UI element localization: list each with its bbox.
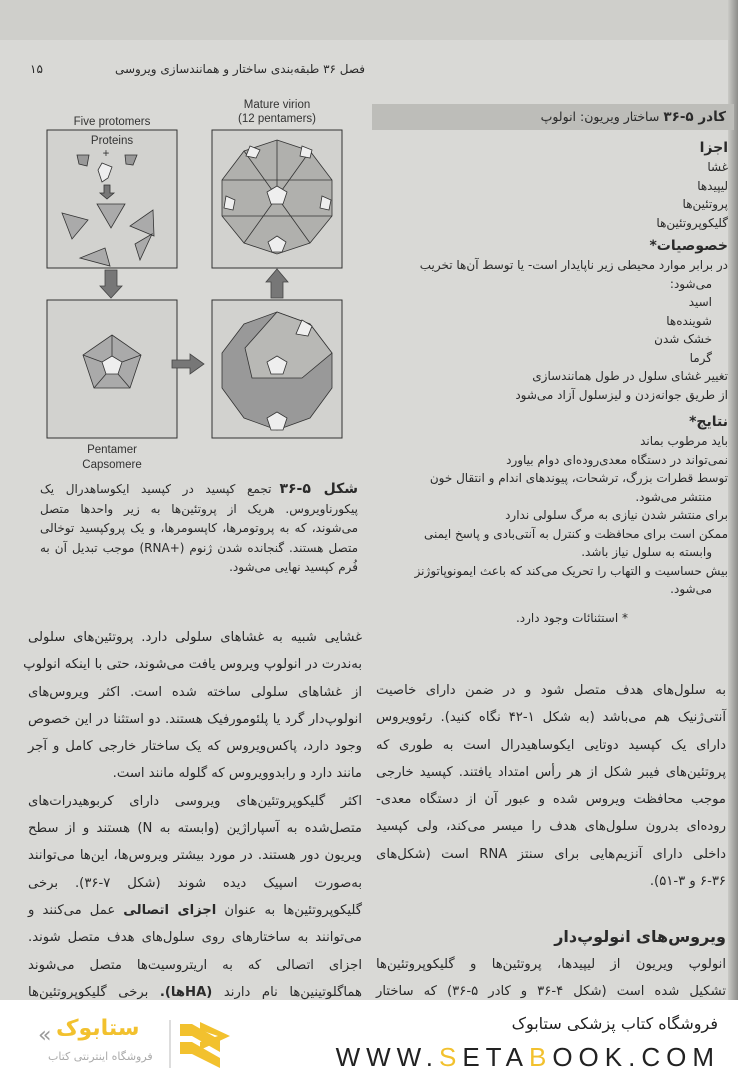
text-line: از غشاهای سلولی ساخته شده است. اکثر ویروس‌های <box>28 684 362 700</box>
text-span: عمل می‌کنند و <box>28 902 116 918</box>
logo-subtitle: فروشگاه اینترنتی کتاب <box>48 1050 153 1063</box>
consequences-heading: نتایج* <box>689 414 728 430</box>
box-footnote: * استثنائات وجود دارد. <box>515 610 628 625</box>
property-item: خشک شدن <box>654 332 712 346</box>
consequence-item: نمی‌تواند در دستگاه معدی‌روده‌ای دوام بیاورد <box>506 452 728 467</box>
properties-intro: می‌شود: <box>669 276 712 291</box>
text-line: انولوپ‌دار گرد یا پلئومورفیک هستند. دو استثنا در این خصوص <box>28 711 362 727</box>
logo-text: ستابوک <box>56 1016 140 1041</box>
text-line: روده‌ای بدرون سلول‌های هدف را میسر می‌کند، ولی کپسید <box>376 819 726 835</box>
component-item: گلیکوپروتئین‌ها <box>656 215 728 230</box>
page-top-shadow <box>0 0 738 40</box>
box-header <box>372 104 734 130</box>
caption-line: می‌شوند، که به پروتومرها، کاپسومرها، و یک پروکپسید توخالی <box>40 521 358 535</box>
label-capsomere: Capsomere <box>82 459 142 471</box>
text-line: غشایی شبیه به غشاهای سلولی دارد. پروتئین‌های سلولی <box>28 630 362 645</box>
box-body <box>376 134 728 627</box>
consequence-item: می‌شود. <box>670 582 712 596</box>
arrow-down <box>100 270 122 298</box>
property-extra: از طریق جوانه‌زدن و لیزسلول آزاد می‌شود <box>515 387 728 402</box>
box-title: ساختار ویریون: انولوپ <box>540 109 660 124</box>
text-line: به‌ندرت در انولوپ ویروس یافت می‌شوند، حتی با اینکه انولوپ <box>23 657 362 673</box>
consequence-item: منتشر می‌شود. <box>635 489 712 504</box>
url-part: S <box>439 1042 463 1072</box>
arrow-up <box>266 269 288 298</box>
text-line: دارای یک کپسید دوتایی ایکوساهیدرال است به طوری که <box>376 737 726 753</box>
chapter-title: فصل ۳۶ طبقه‌بندی ساختار و همانندسازی ویروسی <box>114 62 365 76</box>
text-line <box>28 897 362 924</box>
component-item: پروتئین‌ها <box>682 197 728 211</box>
text-line: آنتی‌ژنیک هم می‌باشد (به شکل ۱-۴۲ نگاه کنید). رئوویروس <box>376 710 726 726</box>
box-number: کادر ۵-۳۶ <box>663 109 726 125</box>
label-proteins: Proteins <box>90 135 134 147</box>
left-column-text <box>23 624 363 1006</box>
text-line: به سلول‌های هدف متصل شود و در ضمن دارای خاصیت <box>376 683 726 698</box>
text-line: متصل‌شده به آسپاراژین (وابسته به N) هستند و از سطح <box>28 821 362 837</box>
property-item: گرما <box>689 350 712 365</box>
label-plus: + <box>102 148 110 160</box>
label-mature-virion: Mature virion <box>243 99 311 111</box>
caption-line: متصل هستند. گنجانده شدن ژنوم (+RNA) موجب تبدیل آن به <box>40 540 358 555</box>
properties-intro: در برابر موارد محیطی زیر ناپایدار است- یا توسط آن‌ها تخریب <box>419 258 728 272</box>
text-line: اکثر گلیکوپروتئین‌های ویروسی دارای کربوهیدرات‌های <box>28 793 362 809</box>
consequence-item: برای منتشر شدن نیازی به مرگ سلولی ندارد <box>505 508 728 522</box>
section-heading: ویروس‌های انولوپ‌دار <box>554 927 726 947</box>
property-item: اسید <box>688 295 712 309</box>
text-line: پروتئین‌های فیبر شکل از هر رأس امتداد یافتند. کپسید خارجی <box>376 764 726 780</box>
text-line: داخلی دارای آنزیم‌هایی برای سنتز RNA است (شکل‌های <box>376 846 726 862</box>
text-line: موجب محافظت ویروس شده و عبور آن از دستگاه معدی- <box>376 792 726 808</box>
label-12-pentamers: (12 pentamers) <box>238 113 316 125</box>
protein-piece <box>77 155 89 166</box>
text-line: ویریون دور هستند. در مورد بیشتر ویروس‌ها، این‌ها می‌توانند <box>28 848 362 864</box>
store-footer-banner <box>0 1000 738 1080</box>
consequence-item: توسط قطرات بزرگ، ترشحات، پیوندهای اندام و انتقال خون <box>429 471 728 485</box>
text-line: مانند دارد و رابدوویروس که گلوله مانند است. <box>112 766 362 782</box>
text-line: انولوپ ویریون از لیپیدها، پروتئین‌ها و گلیکوپروتئین‌ها <box>376 956 726 972</box>
text-span: گلیکوپروتئین‌ها به عنوان <box>224 902 362 918</box>
text-line: می‌توانند به ساختارهای روی سلول‌های هدف متصل شوند. <box>28 930 362 946</box>
page-number: ۱۵ <box>30 62 43 76</box>
text-line: تشکیل شده است (شکل ۴-۳۶ و کادر ۵-۳۶) که ساختار <box>376 983 727 999</box>
text-line: اجزای اتصالی که به اریتروسیت‌ها متصل می‌شوند <box>28 957 362 973</box>
text-span: هماگلوتینین‌ها نام دارند <box>223 984 362 1000</box>
text-line: وجود دارد، پاکس‌ویروس که یک ساختار خارجی کامل و آجر <box>28 739 362 755</box>
figure-caption <box>40 480 358 578</box>
component-item: لیپیدها <box>697 178 728 193</box>
consequence-item: باید مرطوب بماند <box>640 434 728 448</box>
consequence-item: بیش حساسیت و التهاب را تحریک می‌کند که باعث ایمونوپاتوژنز <box>414 563 728 578</box>
component-item: غشا <box>707 160 728 174</box>
page-spine-shadow <box>728 0 738 1000</box>
caption-line: فُرم کپسید نهایی می‌شود. <box>229 560 358 574</box>
url-part: OOK.COM <box>552 1042 720 1072</box>
text-line: ۶-۳۶ و ۳-۵۱). <box>649 874 726 890</box>
text-line: به‌صورت اسپیک دیده شوند (شکل ۷-۳۶). برخی <box>28 875 363 891</box>
property-item: شوینده‌ها <box>666 313 712 328</box>
label-pentamer: Pentamer <box>87 444 137 456</box>
components-heading: اجزا <box>699 140 728 156</box>
caption-line: تجمع کپسید در کپسید ایکوساهدرال یک <box>40 482 272 496</box>
property-extra: تغییر غشای سلول در طول همانندسازی <box>532 369 728 383</box>
label-five-protomers: Five protomers <box>73 116 151 128</box>
properties-heading: خصوصیات* <box>649 238 728 254</box>
capsid-assembly-figure <box>40 98 350 478</box>
consequence-item: وابسته به سلول نیاز باشد. <box>581 545 712 559</box>
bold-term: (HAها). <box>159 984 213 1000</box>
store-name: فروشگاه کتاب پزشکی ستابوک <box>511 1014 718 1033</box>
setabook-logo <box>30 1012 290 1072</box>
capsid-diagram <box>40 98 350 478</box>
url-part: ETA <box>462 1042 529 1072</box>
store-url[interactable] <box>336 1042 720 1073</box>
text-span: برخی گلیکوپروتئین‌ها <box>28 984 149 1000</box>
bold-term: اجزای اتصالی <box>123 902 217 918</box>
url-part: WWW. <box>335 1042 439 1072</box>
url-part: B <box>528 1042 553 1072</box>
right-column-text <box>376 677 726 1005</box>
svg-text:«: « <box>38 1023 52 1048</box>
caption-number: شکل ۵-۳۶ <box>279 481 358 497</box>
consequence-item: ممکن است برای محافظت و کنترل به آنتی‌بادی و پاسخ ایمنی <box>423 526 728 541</box>
caption-line: پیکورناویروس. هریک از پروتئین‌ها به زیر واحدها متصل <box>40 501 358 516</box>
